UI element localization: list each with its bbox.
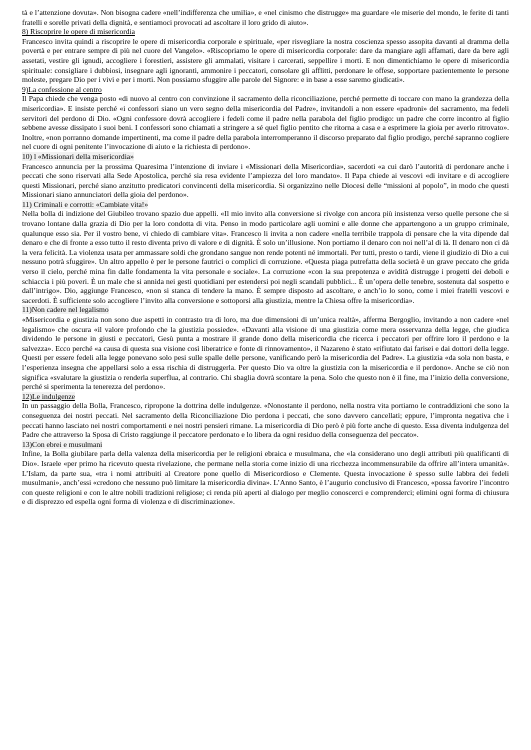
paragraph-legalismo: «Misericordia e giustizia non sono due aspetti in contrasto tra di loro, ma due dimensioni di un’unica realtà», afferma Bergoglio, invitando a non cadere «nel legalismo» che oscura «il valore profondo che la giustizia possiede». «Davanti alla visione di una giustizia come mera osservanza della legge, che giudica dividendo le persone in giusti e peccatori, Gesù punta a mostrare il grande dono della misericordia che ricerca i peccatori per offrire loro il perdono e la salvezza». Ecco perché «a causa di questa sua visione così liberatrice e fonte di rinnovamento», il Nazareno è stato «rifiutato dai farisei e dai dottori della legge. Questi per essere fedeli alla legge ponevano solo pesi sulle spalle delle persone, vanificando però la misericordia del Padre». La giustizia «da sola non basta, e l’esperienza insegna che appellarsi solo a essa rischia di distruggerla. Per questo Dio va oltre la giustizia con la misericordia e il perdono». Anche se ciò non significa «svalutare la giustizia o renderla superflua, al contrario. Chi sbaglia dovrà scontare la pena. Solo che questo non è il fine, ma l’inizio della conversione, perché si sperimenta la tenerezza del perdono». [22, 315, 509, 392]
heading-legalismo: 11)Non cadere nel legalismo [22, 305, 109, 315]
paragraph-opere-misericordia: Francesco invita quindi a riscoprire le opere di misericordia corporale e spirituale, «per risvegliare la nostra coscienza spesso assopita davanti al dramma della povertà e per entrare sempre di più nel cuore del Vangelo». «Riscopriamo le opere di misericordia corporale: dare da mangiare agli affamati, dare da bere agli assetati, vestire gli ignudi, accogliere i forestieri, assistere gli ammalati, visitare i carcerati, seppellire i morti. E non dimentichiamo le opere di misericordia spirituale: consigliare i dubbiosi, insegnare agli ignoranti, ammonire i peccatori, consolare gli afflitti, perdonare le offese, sopportare pazientemente le persone moleste, pregare Dio per i vivi e per i morti. Non possiamo sfuggire alle parole del Signore: e in base a esse saremo giudicati». [22, 36, 509, 85]
paragraph-intro: tà e l’attenzione dovuta». Non bisogna cadere «nell’indifferenza che umilia», e «nel cinismo che distrugge» ma guardare «le miserie del mondo, le ferite di tanti fratelli e sorelle privati della dignità, e sentiamoci provocati ad ascoltare il loro grido di aiuto». [22, 8, 509, 27]
heading-criminali-corrotti: 11) Criminali e corrotti: «Cambiate vita!» [22, 199, 149, 209]
heading-confessione: 9)La confessione al centro [22, 84, 102, 94]
heading-indulgenze: 12)Le indulgenze [22, 391, 76, 401]
paragraph-indulgenze: In un passaggio della Bolla, Francesco, ripropone la dottrina delle indulgenze. «Nonostante il perdono, nella nostra vita portiamo le contraddizioni che sono la conseguenza dei nostri peccati. Nel sacramento della Riconciliazione Dio perdona i peccati, che sono davvero cancellati; eppure, l’impronta negativa che i peccati hanno lasciato nei nostri comportamenti e nei nostri pensieri rimane. La misericordia di Dio però è più forte anche di questo. Essa diventa indulgenza del Padre che attraverso la Sposa di Cristo raggiunge il peccatore perdonato e lo libera da ogni residuo della conseguenza del peccato». [22, 401, 509, 440]
paragraph-confessione: Il Papa chiede che venga posto «di nuovo al centro con convinzione il sacramento della riconciliazione, perché permette di toccare con mano la grandezza della misericordia». E insiste perché «i confessori siano un vero segno della misericordia del Padre», invitandoli a non essere «padroni» del sacramento, ma fedeli servitori del perdono di Dio. «Ogni confessore dovrà accogliere i fedeli come il padre nella parabola del figlio prodigo: un padre che corre incontro al figlio sebbene avesse dissipato i suoi beni. I confessori sono chiamati a stringere a sé quel figlio pentito che ritorna a casa e a esprimere la gioia per averlo ritrovato». Inoltre, «non porranno domande impertinenti, ma come il padre della parabola interromperanno il discorso preparato dal figlio prodigo, perché sapranno cogliere nel cuore di ogni penitente l’invocazione di aiuto e la richiesta di perdono». [22, 94, 509, 152]
paragraph-missionari: Francesco annuncia per la prossima Quaresima l’intenzione di inviare i «Missionari della Misericordia», sacerdoti «a cui darò l’autorità di perdonare anche i peccati che sono riservati alla Sede Apostolica, perché sia resa evidente l’ampiezza del loro mandato». Il Papa chiede ai vescovi «di invitare e di accogliere questi Missionari, perché siano anzitutto predicatori convincenti della misericordia. Si organizzino nelle Diocesi delle “missioni al popolo”, in modo che questi Missionari siano annunciatori della gioia del perdono». [22, 161, 509, 200]
paragraph-criminali-corrotti: Nella bolla di indizione del Giubileo trovano spazio due appelli. «Il mio invito alla conversione si rivolge con ancora più insistenza verso quelle persone che si trovano lontane dalla grazia di Dio per la loro condotta di vita. Penso in modo particolare agli uomini e alle donne che appartengono a un gruppo criminale, qualunque esso sia. Per il vostro bene, vi chiedo di cambiare vita». Francesco li invita a non cadere «nella terribile trappola di pensare che la vita dipende dal denaro e che di fronte a esso tutto il resto diventa privo di valore e di dignità. È solo un’illusione. Non portiamo il denaro con noi nell’al di là. Il denaro non ci dà la vera felicità. La violenza usata per ammassare soldi che grondano sangue non rende potenti né immortali. Per tutti, presto o tardi, viene il giudizio di Dio a cui nessuno potrà sfuggire». Un altro appello è per le persone fautrici o complici di corruzione. «Questa piaga putrefatta della società è un grave peccato che grida verso il cielo, perché mina fin dalle fondamenta la vita personale e sociale». La corruzione «con la sua prepotenza e avidità distrugge i progetti dei deboli e schiaccia i più poveri. È un male che si annida nei gesti quotidiani per estendersi poi negli scandali pubblici... È un’opera delle tenebre, sostenuta dal sospetto e dall’intrigo». Dio, aggiunge Francesco, «non si stanca di tendere la mano. È sempre disposto ad ascoltare, e anch’io lo sono, come i miei fratelli vescovi e sacerdoti. È sufficiente solo accogliere l’invito alla conversione e sottoporsi alla giustizia, mentre la Chiesa offre la misericordia». [22, 209, 509, 305]
heading-opere-misericordia: 8) Riscoprire le opere di misericordia [22, 27, 135, 37]
heading-ebrei-musulmani: 13)Con ebrei e musulmani [22, 439, 103, 449]
paragraph-ebrei-musulmani: Infine, la Bolla giubilare parla della valenza della misericordia per le religioni ebraica e musulmana, che «la considerano uno degli attributi più qualificanti di Dio». Israele «per primo ha ricevuto questa rivelazione, che permane nella storia come inizio di una ricchezza incommensurabile da offrire all’intera umanità». L’Islam, da parte sua, «tra i nomi attribuiti al Creatore pone quello di Misericordioso e Clemente. Questa invocazione è spesso sulle labbra dei fedeli musulmani», anch’essi «credono che nessuno può limitare la misericordia divina». L’Anno Santo, è l’augurio conclusivo di Francesco, «possa favorire l’incontro con queste religioni e con le altre nobili tradizioni religiose; ci renda più aperti al dialogo per meglio conoscerci e comprenderci; elimini ogni forma di chiusura e di disprezzo ed espella ogni forma di violenza e di discriminazione». [22, 449, 510, 507]
heading-missionari: 10) l «Missionari della misericordia» [22, 151, 134, 161]
